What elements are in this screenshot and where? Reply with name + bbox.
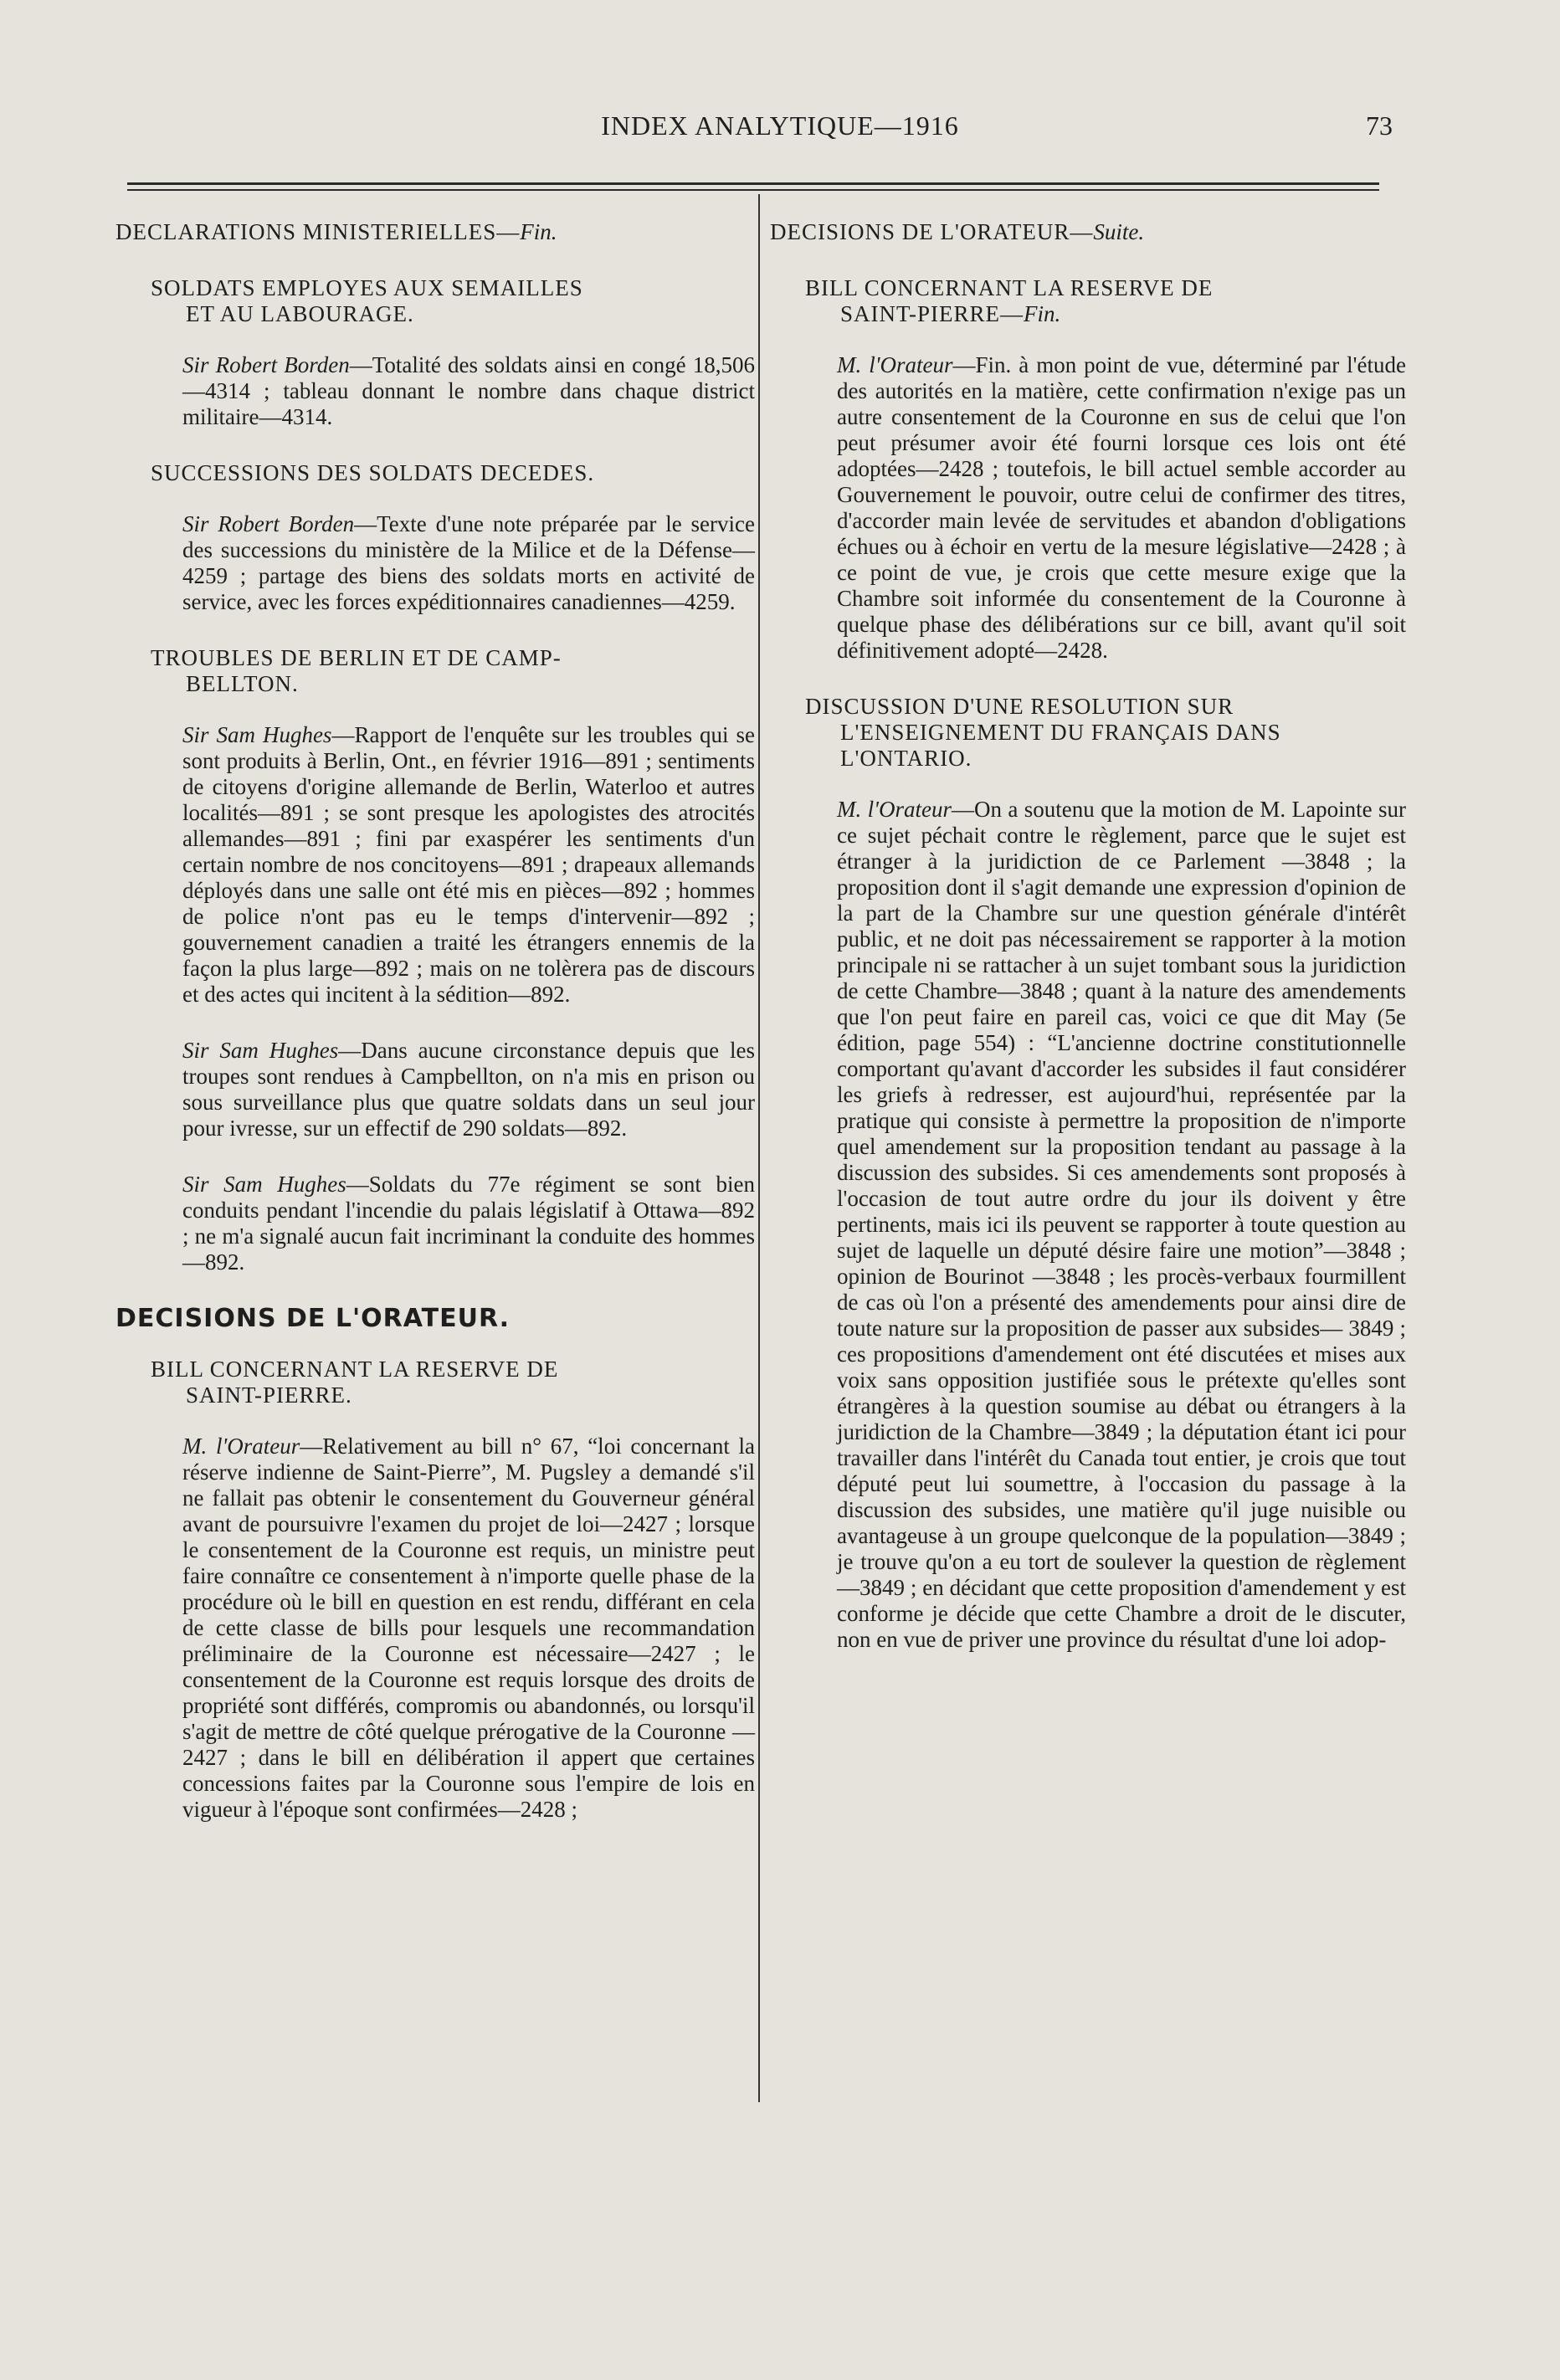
index-entry: M. l'Orateur—On a soutenu que la motion de M. Lapointe sur ce sujet péchait contre le règlement, parce que le sujet est étranger à la juridiction de ce Parlement —3848 ; la proposition dont il s'agit demande une expression d'opinion de la part de la Chambre sur une question générale d'intérêt public, et ne doit pas nécessairement se rapporter à la motion principale ni se rattacher à un sujet tombant sous la juridiction de cette Chambre—3848 ; quant à la nature des amendements que l'on peut faire en pareil cas, voici ce que dit May (5e édition, page 554) : “L'ancienne doctrine constitutionnelle comportant qu'avant d'accorder les subsides il faut considérer les griefs à redresser, est aujourd'hui, représentée par la pratique qui consiste à permettre la proposition de n'importe quel amendement sur la proposition tendant au passage à la discussion des subsides. Si ces amendements sont proposés à l'occasion de tout autre ordre du jour ils doivent y être pertinents, mais ici ils peuvent se rapporter à toute question au sujet de laquelle un député désire faire une motion”—3848 ; opinion de Bourinot —3848 ; les procès-verbaux fourmillent de cas où l'on a présenté des amendements pour ainsi dire de toute nature sur la proposition de passer aux subsides— 3849 ; ces propositions d'amendement ont été discutées et mises aux voix sans opposition justifiée sous le prétexte qu'elles sont étrangères à la question soumise au débat ou étrangers à la juridiction de la Chambre—3849 ; la députation étant ici pour travailler dans l'intérêt du Canada tout entier, je crois que tout député peut lui soumettre, à l'occasion du passage à la discussion des subsides, une matière qu'il juge nuisible ou avantageuse à un groupe quelconque de la population—3849 ; je trouve qu'on a eu tort de soulever la question de règlement—3849 ; en décidant que cette proposition d'amendement y est conforme je décide que cette Chambre a droit de le discuter, non en vue de priver une province du résultat d'une loi adop- [837,797,1407,1652]
index-entry: Sir Sam Hughes—Soldats du 77e régiment se sont bien conduits pendant l'incendie du palais législatif à Ottawa—892 ; ne m'a signalé aucun fait incriminant la conduite des hommes—892. [182,1172,755,1275]
index-entry: Sir Robert Borden—Texte d'une note préparée par le service des successions du ministère de la Milice et de la Défense—4259 ; partage des biens des soldats morts en activité de service, avec les forces expéditionnaires canadiennes—4259. [182,511,755,614]
section-title: TROUBLES DE BERLIN ET DE CAMP- BELLTON. [151,645,562,696]
index-entry: M. l'Orateur—Fin. à mon point de vue, déterminé par l'étude des autorités en la matière, cette confirmation n'exige pas un autre consentement de la Couronne en sus de celui que l'on peut présumer avoir été fourni lorsque ces lois ont été adoptées—2428 ; toutefois, le bill actuel semble accorder au Gouvernement le pouvoir, outre celui de confirmer des titres, d'accorder main levée de servitudes et abandon d'obligations échues ou à échoir en vertu de la mesure législative—2428 ; à ce point de vue, je crois que cette mesure exige que la Chambre soit informée du consentement de la Couronne à quelque phase des délibérations sur ce bill, avant qu'il soit définitivement adopté—2428. [837,352,1407,663]
section-title: DISCUSSION D'UNE RESOLUTION SUR L'ENSEIGNEMENT DU FRANÇAIS DANS L'ONTARIO. [805,694,1281,771]
column-divider [758,194,760,2102]
header-rule-top [127,182,1379,185]
section-title: BILL CONCERNANT LA RESERVE DE SAINT-PIERRE. [151,1357,559,1408]
left-column [115,219,755,1853]
section-title: SUCCESSIONS DES SOLDATS DECEDES. [151,460,595,485]
section-title: SOLDATS EMPLOYES AUX SEMAILLES ET AU LABOURAGE. [151,275,583,326]
section-title: BILL CONCERNANT LA RESERVE DE SAINT-PIERRE—Fin. [805,275,1214,326]
index-entry: Sir Sam Hughes—Rapport de l'enquête sur les troubles qui se sont produits à Berlin, Ont., en février 1916—891 ; sentiments de citoyens d'origine allemande de Berlin, Waterloo et autres localités—891 ; se sont presque les apologistes des atrocités allemandes—891 ; fini par exaspérer les sentiments d'un certain nombre de nos concitoyens—891 ; drapeaux allemands déployés dans une salle ont été mis en pièces—892 ; hommes de police n'ont pas eu le temps d'intervenir—892 ; gouvernement canadien a traité les étrangers ennemis de la façon la plus large—892 ; mais on ne tolèrera pas de discours et des actes qui incitent à la sédition—892. [182,722,756,1007]
page-number: 73 [1366,110,1393,141]
column-heading: DECLARATIONS MINISTERIELLES—Fin. [115,219,557,244]
index-entry: Sir Sam Hughes—Dans aucune circonstance depuis que les troupes sont rendues à Campbellton, on n'a mis en prison ou sous surveillance plus que quatre soldats dans un seul jour pour ivresse, sur un effectif de 290 soldats—892. [182,1038,755,1141]
running-title: INDEX ANALYTIQUE—1916 [601,110,959,141]
index-entry: M. l'Orateur—Relativement au bill n° 67, “loi concernant la réserve indienne de Saint-Pierre”, M. Pugsley a demandé s'il ne fallait pas obtenir le consentement du Gouverneur général avant de poursuivre l'examen du projet de loi—2427 ; lorsque le consentement de la Couronne est requis, un ministre peut faire connaître ce consentement à n'importe quelle phase de la procédure où le bill en question en est rendu, différant en cela de cette classe de bills pour lesquels une recommandation préliminaire de la Couronne est nécessaire—2427 ; le consentement de la Couronne est requis lorsque des droits de propriété sont différés, compromis ou abandonnés, ou lorsqu'il s'agit de mettre de côté quelque prérogative de la Couronne —2427 ; dans le bill en délibération il appert que certaines concessions faites par la Couronne sous l'empire de lois en vigueur à l'époque sont confirmées—2428 ; [182,1434,756,1822]
right-column [770,219,1406,1683]
index-entry: Sir Robert Borden—Totalité des soldats ainsi en congé 18,506—4314 ; tableau donnant le nombre dans chaque district militaire—4314. [182,352,755,429]
column-heading: DECISIONS DE L'ORATEUR—Suite. [770,219,1145,244]
bold-heading: DECISIONS DE L'ORATEUR. [115,1304,511,1333]
header-rule-bottom [127,189,1379,191]
